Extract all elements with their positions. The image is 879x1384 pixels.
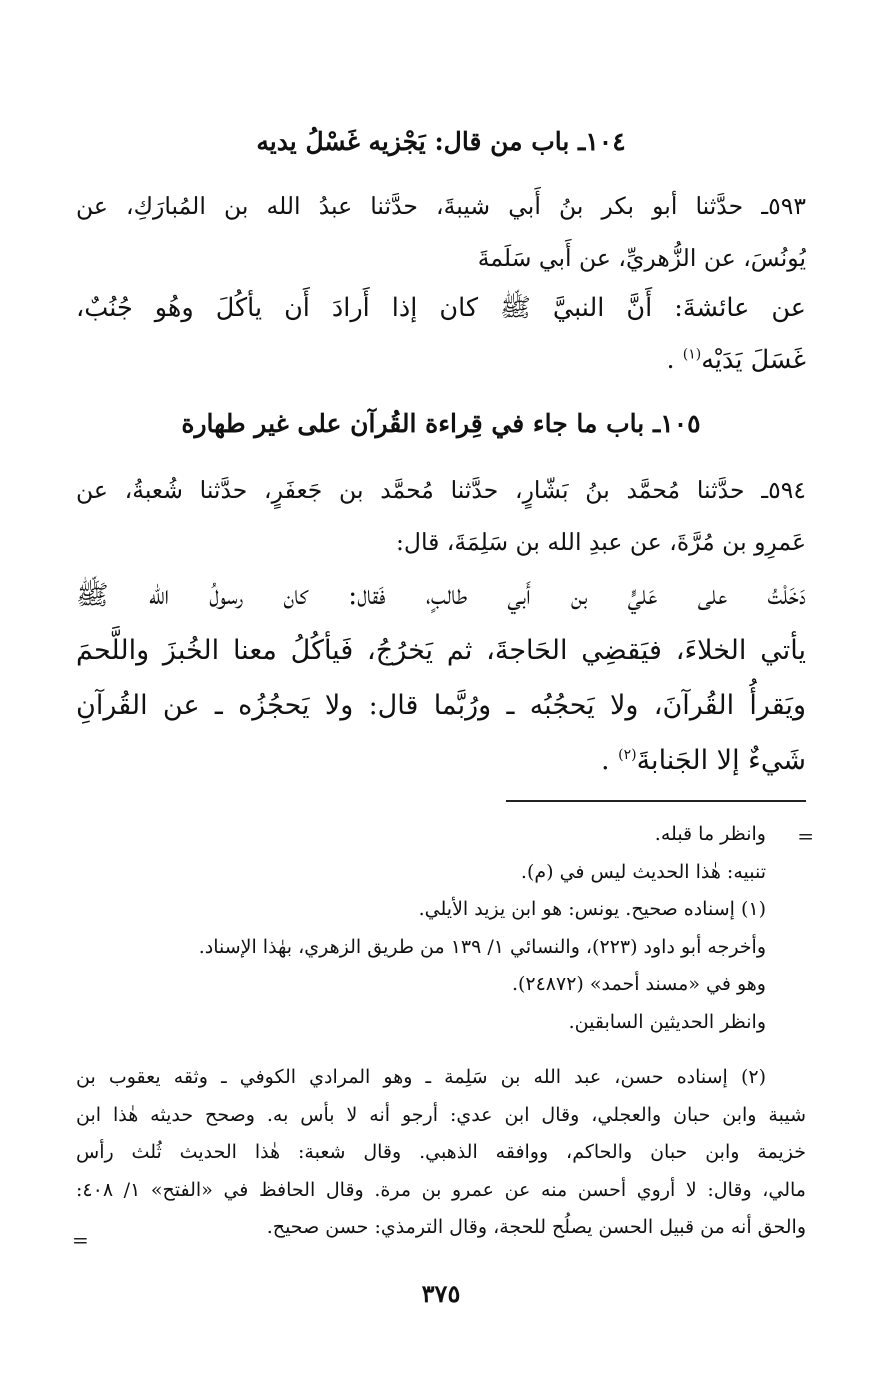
footnote-ref-2: (٢) [618, 747, 637, 763]
footnote-line: تنبيه: هٰذا الحديث ليس في (م). [520, 860, 766, 883]
isnad-line: عَمرِو بن مُرَّةَ، عن عبدِ الله بن سَلِمَةَ، قال: [395, 528, 806, 556]
chapter-104-heading: ١٠٤ـ باب من قال: يَجْزيه غَسْلُ يديه [256, 127, 626, 156]
footnote-separator [506, 800, 806, 802]
footnote-line: (١) إسناده صحيح. يونس: هو ابن يزيد الأيلي. [418, 898, 766, 920]
footnotes-block [76, 816, 806, 1041]
footnote-line: وانظر الحديثين السابقين. [568, 1010, 766, 1033]
matn-end: . [666, 345, 683, 375]
hadith-593-isnad [76, 180, 806, 284]
matn-line: عن عائشةَ: أَنَّ النبيَّ ﷺ كان إذا أَرادَ أَن يأكُلَ وهُو جُنُبٌ، [76, 293, 806, 323]
footnote-ref-1: (١) [682, 346, 702, 363]
footnote-2 [76, 1059, 806, 1247]
footnote-line: خزيمة وابن حبان والحاكم، ووافقه الذهبي. وقال شعبة: هٰذا الحديث ثُلث رأس [76, 1141, 806, 1163]
footnote-line: (٢) إسناده حسن، عبد الله بن سَلِمة ـ وهو المرادي الكوفي ـ وثقه يعقوب بن [76, 1066, 766, 1088]
matn-line-last [76, 733, 806, 788]
footnote-line: وانظر ما قبله. [654, 823, 766, 845]
matn-line: دَخَلْتُ على عَليٍّ بن أَبي طالبٍ، فَقال: كان رسولُ الله ﷺ [76, 580, 806, 611]
end-continuation-marker: = [72, 1228, 89, 1252]
matn-line: ويَقرأُ القُرآنَ، ولا يَحجُبُه ـ ورُبَّما قال: ولا يَحجُزُه ـ عن القُرآنِ [76, 690, 806, 721]
footnote-line: وهو في «مسند أحمد» (٢٤٨٧٢). [511, 973, 766, 995]
matn-text: شَيءٌ إلا الجَنابةَ [636, 745, 806, 776]
book-page [72, 0, 814, 1384]
page-number: ٣٧٥ [421, 1279, 461, 1308]
footnote-line: مالي، وقال: لا أروي أحسن منه عن عمرو بن مرة. وقال الحافظ في «الفتح» ١/ ٤٠٨: [76, 1178, 806, 1201]
isnad-line: ٥٩٤ـ حدَّثنا مُحمَّد بنُ بَشّارٍ، حدَّثنا مُحمَّد بن جَعفَرٍ، حدَّثنا شُعبةُ، عن [76, 476, 806, 504]
isnad-line: يُونُسَ، عن الزُّهريِّ، عن أَبي سَلَمةَ [477, 244, 806, 272]
hadith-594-isnad [76, 464, 806, 568]
matn-line: يأتي الخلاءَ، فيَقضِي الحَاجةَ، ثم يَخرُجُ، فَيأكُلُ معنا الخُبزَ واللَّحمَ [76, 635, 806, 666]
footnote-line: شيبة وابن حبان والعجلي، وقال ابن عدي: أرجو أنه لا بأس به. وصحح حديثه هٰذا ابن [76, 1103, 806, 1126]
continuation-marker: = [797, 824, 814, 848]
matn-line-last [76, 334, 806, 386]
footnote-line: وأخرجه أبو داود (٢٢٣)، والنسائي ١/ ١٣٩ من طريق الزهري، بهٰذا الإسناد. [198, 935, 766, 958]
chapter-105-heading: ١٠٥ـ باب ما جاء في قِراءة القُرآن على غير طهارة [181, 409, 701, 438]
hadith-594-matn [76, 568, 806, 788]
footnote-line: والحق أنه من قبيل الحسن يصلُح للحجة، وقال الترمذي: حسن صحيح. [266, 1216, 806, 1238]
matn-end: . [600, 745, 619, 776]
isnad-line: ٥٩٣ـ حدَّثنا أبو بكر بنُ أَبي شيبةَ، حدَّثنا عبدُ الله بن المُبارَكِ، عن [76, 192, 806, 220]
hadith-593-matn [76, 282, 806, 386]
matn-text: غَسَلَ يَدَيْه [701, 345, 806, 375]
